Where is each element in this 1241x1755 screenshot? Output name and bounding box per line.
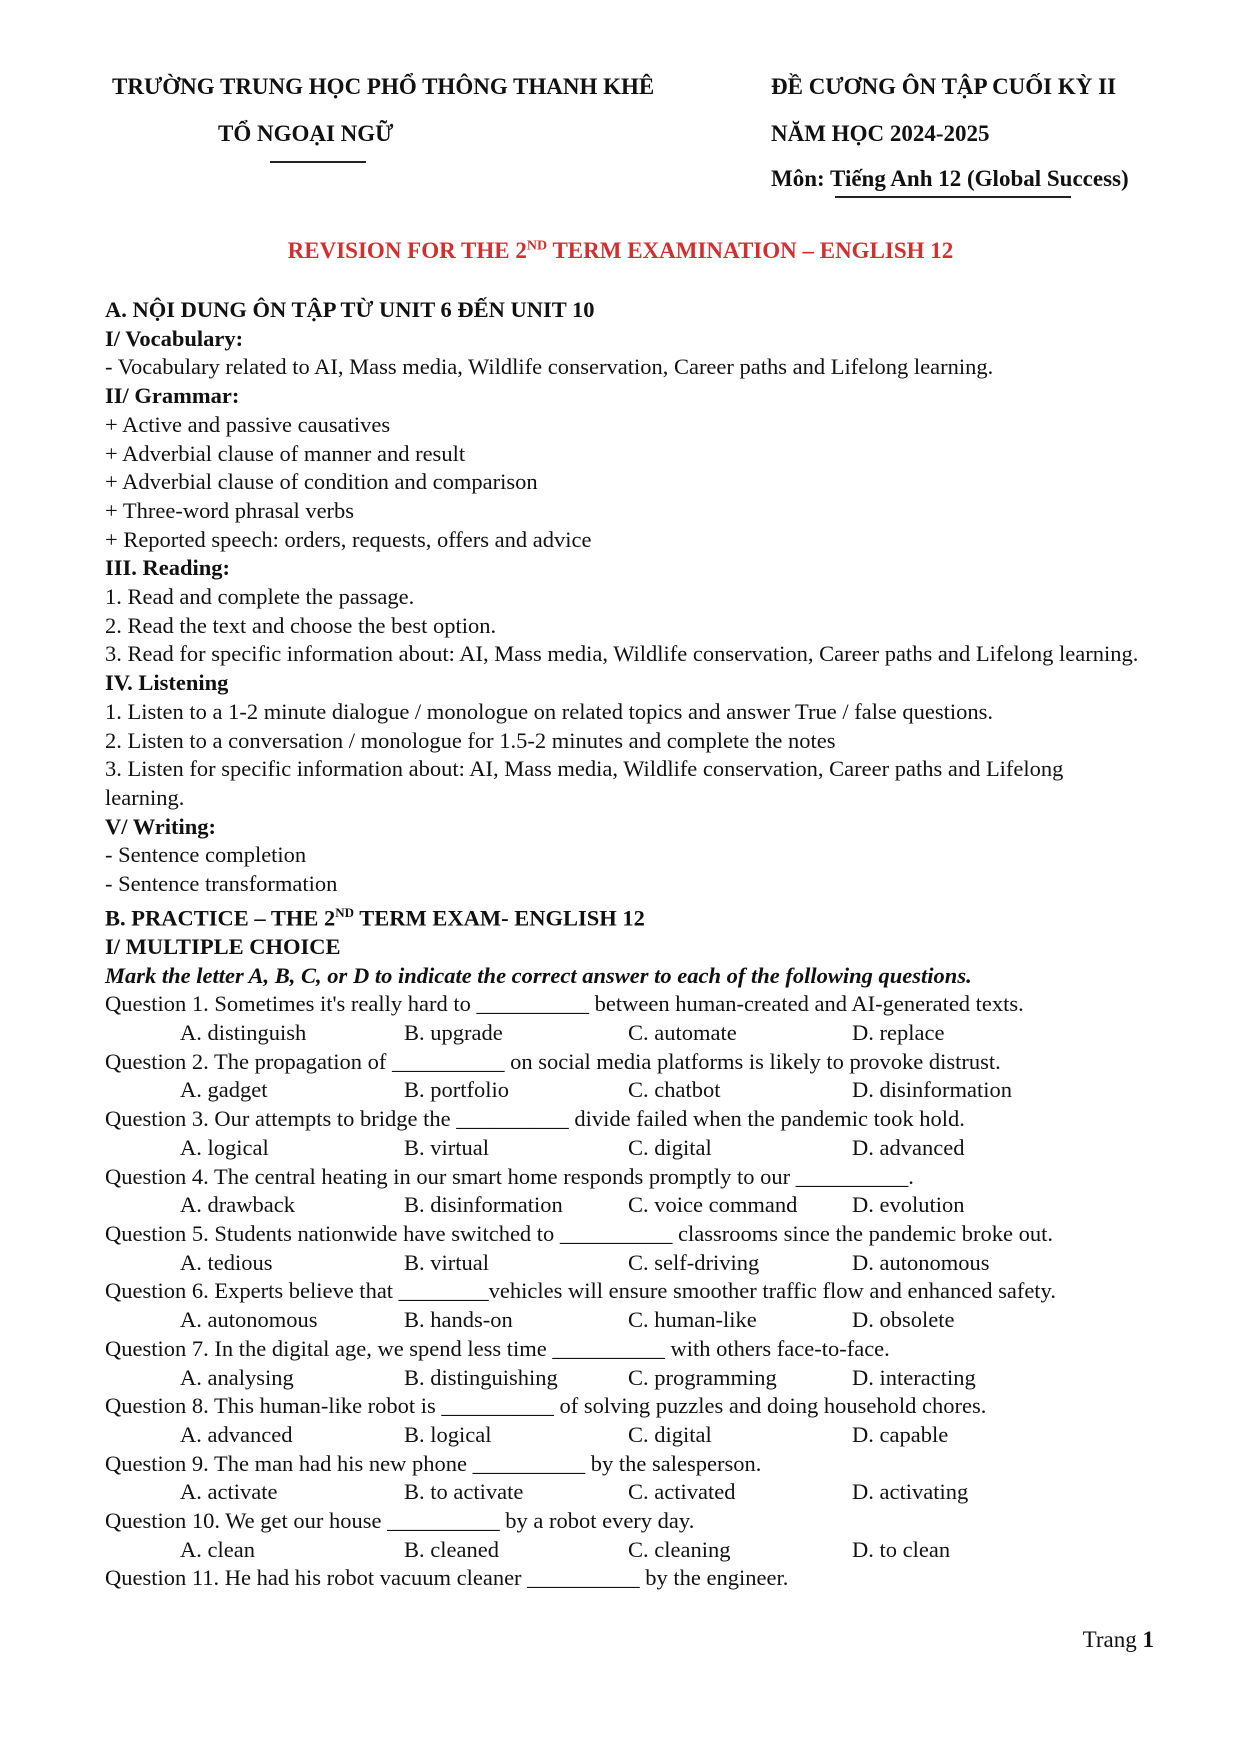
question-text: Question 10. We get our house __________ by a robot every day.	[105, 1508, 695, 1534]
answer-option: D. autonomous	[852, 1249, 990, 1275]
answer-option: B. disinformation	[404, 1192, 563, 1218]
question-list	[105, 990, 1185, 1593]
school-year: NĂM HỌC 2024-2025	[771, 121, 990, 146]
grammar-item: + Active and passive causatives	[105, 411, 391, 437]
question-text: Question 11. He had his robot vacuum cleaner __________ by the engineer.	[105, 1565, 789, 1591]
answer-options	[105, 1421, 1185, 1450]
answer-option: D. obsolete	[852, 1307, 955, 1333]
answer-option: C. programming	[628, 1364, 777, 1390]
answer-option: A. drawback	[180, 1192, 295, 1218]
reading-item: 3. Read for specific information about: AI, Mass media, Wildlife conservation, Career paths and Lifelong learning.	[105, 641, 1139, 667]
question-text: Question 6. Experts believe that ________vehicles will ensure smoother traffic flow and enhanced safety.	[105, 1278, 1056, 1304]
answer-options	[105, 1364, 1185, 1393]
question-text: Question 2. The propagation of __________ on social media platforms is likely to provoke distrust.	[105, 1048, 1001, 1074]
question-text: Question 9. The man had his new phone __________ by the salesperson.	[105, 1450, 762, 1476]
answer-option: A. advanced	[180, 1421, 293, 1447]
page-number: 1	[1142, 1627, 1154, 1652]
answer-option: D. evolution	[852, 1192, 965, 1218]
revision-title	[0, 238, 1241, 264]
answer-option: D. advanced	[852, 1134, 965, 1160]
answer-option: D. activating	[852, 1479, 969, 1505]
subject-name: Tiếng Anh 12 (Global Success)	[830, 166, 1129, 191]
answer-option: D. capable	[852, 1421, 949, 1447]
page-footer	[1083, 1627, 1154, 1653]
answer-options	[105, 1478, 1185, 1507]
listening-heading: IV. Listening	[105, 670, 229, 696]
document-body	[105, 296, 1185, 1593]
question-text: Question 1. Sometimes it's really hard to __________ between human-created and AI-generated texts.	[105, 991, 1024, 1017]
answer-option: A. autonomous	[180, 1307, 318, 1333]
answer-option: C. automate	[628, 1020, 737, 1046]
grammar-heading: II/ Grammar:	[105, 383, 240, 409]
title-rest: TERM EXAMINATION – ENGLISH 12	[547, 238, 954, 263]
answer-option: B. virtual	[404, 1249, 489, 1275]
vocab-item: - Vocabulary related to AI, Mass media, Wildlife conservation, Career paths and Lifelong learning.	[105, 354, 994, 380]
grammar-item: + Three-word phrasal verbs	[105, 497, 355, 523]
answer-option: B. hands-on	[404, 1307, 513, 1333]
answer-options	[105, 1191, 1185, 1220]
answer-option: C. cleaning	[628, 1536, 731, 1562]
grammar-item: + Adverbial clause of manner and result	[105, 440, 466, 466]
answer-option: A. activate	[180, 1479, 278, 1505]
answer-options	[105, 1076, 1185, 1105]
answer-options	[105, 1536, 1185, 1565]
answer-options	[105, 1306, 1185, 1335]
writing-item: - Sentence transformation	[105, 871, 338, 897]
writing-heading: V/ Writing:	[105, 813, 217, 839]
answer-option: C. digital	[628, 1421, 712, 1447]
section-a-heading: A. NỘI DUNG ÔN TẬP TỪ UNIT 6 ĐẾN UNIT 10	[105, 297, 595, 322]
answer-options	[105, 1249, 1185, 1278]
answer-option: C. activated	[628, 1479, 736, 1505]
title-main: REVISION FOR THE 2	[287, 238, 527, 263]
answer-option: C. self-driving	[628, 1249, 760, 1275]
reading-heading: III. Reading:	[105, 555, 231, 581]
answer-option: D. disinformation	[852, 1077, 1012, 1103]
listening-item: 3. Listen for specific information about: AI, Mass media, Wildlife conservation, Career paths and Lifelong learning.	[105, 756, 1064, 810]
grammar-item: + Adverbial clause of condition and comparison	[105, 469, 538, 495]
subject-label: Môn:	[771, 166, 825, 191]
answer-option: C. digital	[628, 1134, 712, 1160]
writing-item: - Sentence completion	[105, 842, 307, 868]
school-name: TRƯỜNG TRUNG HỌC PHỔ THÔNG THANH KHÊ	[112, 74, 655, 99]
answer-option: C. chatbot	[628, 1077, 721, 1103]
listening-item: 1. Listen to a 1-2 minute dialogue / monologue on related topics and answer True / false questions.	[105, 698, 993, 724]
section-b-heading-rest: TERM EXAM- ENGLISH 12	[354, 905, 645, 931]
answer-option: D. replace	[852, 1020, 945, 1046]
vocab-heading: I/ Vocabulary:	[105, 325, 244, 351]
answer-option: A. tedious	[180, 1249, 273, 1275]
answer-option: B. upgrade	[404, 1020, 503, 1046]
answer-option: A. analysing	[180, 1364, 294, 1390]
title-sup: ND	[526, 238, 548, 254]
grammar-item: + Reported speech: orders, requests, offers and advice	[105, 526, 592, 552]
answer-option: B. portfolio	[404, 1077, 509, 1103]
page-label: Trang	[1082, 1627, 1137, 1652]
document-title: ĐỀ CƯƠNG ÔN TẬP CUỐI KỲ II	[771, 74, 1117, 99]
section-b-heading-main: B. PRACTICE – THE 2	[105, 905, 336, 931]
answer-option: D. interacting	[852, 1364, 976, 1390]
answer-option: C. voice command	[628, 1192, 798, 1218]
section-b-heading	[105, 899, 1185, 933]
answer-option: A. logical	[180, 1134, 269, 1160]
instruction: Mark the letter A, B, C, or D to indicate the correct answer to each of the following questions.	[105, 962, 972, 988]
subject-underline	[835, 196, 1071, 198]
question-text: Question 4. The central heating in our smart home responds promptly to our __________.	[105, 1163, 914, 1189]
answer-option: B. virtual	[404, 1134, 489, 1160]
reading-item: 1. Read and complete the passage.	[105, 584, 415, 610]
answer-options	[105, 1134, 1185, 1163]
subject-line	[771, 166, 1129, 192]
answer-option: A. distinguish	[180, 1020, 307, 1046]
answer-option: B. logical	[404, 1421, 492, 1447]
section-b-heading-sup: ND	[335, 904, 355, 920]
multiple-choice-heading: I/ MULTIPLE CHOICE	[105, 933, 341, 959]
reading-item: 2. Read the text and choose the best option.	[105, 612, 497, 638]
answer-option: B. to activate	[404, 1479, 524, 1505]
answer-option: B. distinguishing	[404, 1364, 558, 1390]
answer-option: C. human-like	[628, 1307, 757, 1333]
listening-item: 2. Listen to a conversation / monologue for 1.5-2 minutes and complete the notes	[105, 727, 836, 753]
question-text: Question 5. Students nationwide have switched to __________ classrooms since the pandemic broke out.	[105, 1221, 1053, 1246]
question-text: Question 3. Our attempts to bridge the __________ divide failed when the pandemic took hold.	[105, 1106, 965, 1132]
question-text: Question 8. This human-like robot is __________ of solving puzzles and doing household chores.	[105, 1393, 987, 1419]
department-underline	[270, 161, 366, 163]
answer-option: B. cleaned	[404, 1536, 499, 1562]
answer-option: A. clean	[180, 1536, 255, 1562]
answer-option: A. gadget	[180, 1077, 268, 1103]
department-name: TỔ NGOẠI NGỮ	[218, 121, 394, 146]
answer-option: D. to clean	[852, 1536, 951, 1562]
question-text: Question 7. In the digital age, we spend less time __________ with others face-to-face.	[105, 1335, 890, 1361]
answer-options	[105, 1019, 1185, 1048]
